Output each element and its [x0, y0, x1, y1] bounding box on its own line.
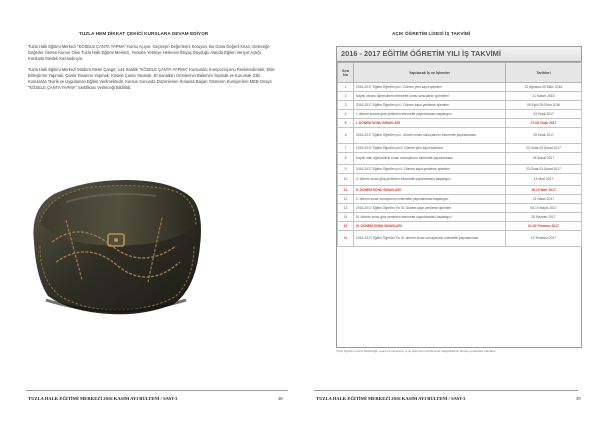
calendar-cell-date: 18-19 Mart 2017 [506, 186, 582, 195]
calendar-cell-task: 2016-2017 Eğitim Öğretim Yılı III. Dönem kayıt yenileme işlemleri [354, 204, 506, 213]
left-page-footer: TUZLA HALK EĞİTİMİ MERKEZİ 2016 KASIM AYI BÜLTENİ / SAYI-3 [28, 396, 178, 401]
calendar-cell-date: 19 Temmuz 2017 [506, 231, 582, 247]
right-page-number: 39 [576, 396, 581, 401]
calendar-row [338, 110, 582, 119]
calendar-row [338, 153, 582, 165]
column-header-date: Tarihleri [506, 63, 582, 83]
column-header-no: Sıra No [338, 63, 354, 83]
calendar-row [338, 195, 582, 204]
calendar-cell-task: 2016-2017 Eğitim Öğretim yılı II. Dönem yeni kayıt işlemleri [354, 144, 506, 153]
left-footer-rule [26, 390, 288, 391]
right-page [300, 0, 600, 424]
column-header-task: Yapılacak İş ve İşlemler [354, 63, 506, 83]
calendar-cell-no: 10 [338, 174, 354, 186]
calendar-cell-date: 25 Ocak 2017 [506, 128, 582, 144]
calendar-row [338, 231, 582, 247]
calendar-cell-no: 4 [338, 110, 354, 119]
calendar-cell-task: III. dönem sınav giriş yerlerinin internette yayınlanması başlangıcı [354, 213, 506, 222]
calendar-cell-date: 08 Şubat 2017 [506, 153, 582, 165]
calendar-cell-date: 09 Eylül-09 Ekim 2016 [506, 101, 582, 110]
calendar-cell-no: 14 [338, 213, 354, 222]
calendar-cell-task: 2016-2017 Eğitim Öğretim Yılı III. dönem sınav sonuçlarının internette yayınlanması [354, 231, 506, 247]
calendar-header-row [338, 63, 582, 83]
calendar-cell-date: 14 Mart 2017 [506, 174, 582, 186]
calendar-row [338, 213, 582, 222]
left-page-number: 38 [278, 396, 283, 401]
article-paragraph-2: Tuzla Halk Eğitimi Merkezi Müdürü Metin Çangır, 144 Saatlik "KÖSELE ÇANTA YAPMA" Kursunda; Kompozisyonu Renklendirmek, Elde Birleştirme Yapmak, Çanta Tasarımı Yapmak, Kösele Çanta Yapmak, El Sanatları Ürünlerinin Balemini Yapmak ve Korumak Gibi Konularda Teorik ve Uygulamalı Eğitim Verilmektedir. Kursun Sonunda Düzenlenen Sınavda Başarı Gösteren Kursiyerlere MEB Onaylı "KÖSELE ÇANTA YAPMA" Sertifikası Verileceği Bildirildi. [28, 66, 275, 91]
calendar-row [338, 92, 582, 101]
calendar-row [338, 186, 582, 195]
calendar-cell-no: 2 [338, 92, 354, 101]
calendar-cell-task: II. dönem sınav giriş yerlerinin internette yayınlanması başlangıcı [354, 174, 506, 186]
calendar-cell-no: 13 [338, 204, 354, 213]
calendar-cell-date: 07-08 Ocak 2017 [506, 119, 582, 128]
calendar-row [338, 83, 582, 92]
calendar-cell-task: I. DÖNEM SONU SINAVLARI [354, 119, 506, 128]
calendar-title: 2016 - 2017 EĞİTİM ÖĞRETİM YILI İŞ TAKVİMİ [337, 47, 581, 62]
right-page-heading: AÇIK ÖĞRETİM LİSESİ İŞ TAKVİMİ [392, 31, 471, 36]
calendar-cell-no: 9 [338, 165, 354, 174]
calendar-cell-no: 12 [338, 195, 354, 204]
calendar-table [337, 62, 582, 247]
calendar-cell-no: 16 [338, 231, 354, 247]
calendar-cell-no: 7 [338, 144, 354, 153]
calendar-cell-task: Kayıtlı olması öğrencilerin internette sınav sonuçlarını görmeleri [354, 92, 506, 101]
calendar-cell-date: 22 Ağustos-09 Ekim 2016 [506, 83, 582, 92]
calendar-cell-no: 6 [338, 128, 354, 144]
calendar-cell-task: 2016-2017 Eğitim Öğretim yılı I. dönem sınav sonuçlarının internette yayınlanması [354, 128, 506, 144]
calendar-cell-date: 23 Ocak-03 Şubat 2017 [506, 144, 582, 153]
calendar-note: *Açık Öğretim Lisesi Müdürlüğü uyarınca sınavların iş ve işlemlerin tarihlerinde değişikliklerin olması gerekebilir olacaktır. [336, 349, 497, 353]
calendar-cell-date: 23 Ocak-03 Şubat 2017 [506, 165, 582, 174]
calendar-row [338, 174, 582, 186]
calendar-cell-date: 21 Nisan 2017 [506, 195, 582, 204]
calendar-cell-date: 01-02 Temmuz 2017 [506, 222, 582, 231]
article-body [28, 44, 278, 95]
calendar-cell-date: 11 Kasım 2016 [506, 92, 582, 101]
right-page-footer: TUZLA HALK EĞİTİMİ MERKEZİ 2016 KASIM AYI BÜLTENİ / SAYI-3 [316, 396, 466, 401]
calendar-cell-date: 03 Ocak 2017 [506, 110, 582, 119]
leather-bag-image [26, 150, 204, 318]
calendar-cell-no: 3 [338, 101, 354, 110]
calendar-row [338, 144, 582, 153]
calendar-cell-date: 08-10 Mayıs 2017 [506, 204, 582, 213]
calendar-cell-task: II. DÖNEM SONU SINAVLARI [354, 186, 506, 195]
right-footer-rule [314, 390, 578, 391]
article-paragraph-1: Tuzla Halk Eğitimi Merkezi "KÖSELE ÇANTA YAPMA" Kursu Açıyor. Geçmişin Değerlerini Koruyan, Bu Günü Değerli Kılan, Geleceğe Değerler Üreten Kurum Olan Tuzla Halk Eğitimi Merkezi, Yeniden Yetmiye Herkesin İhtiyaç Duyduğu Alanda Eğitim Veriyor Açtığı Kurslarla Meslek Kazandırıyor. [28, 44, 270, 62]
calendar-cell-task: 2016-2017 Eğitim Öğretim yılı I. Dönem yeni kayıt işlemleri [354, 83, 506, 92]
calendar-row [338, 128, 582, 144]
calendar-cell-task: 2016-2017 Eğitim Öğretim yılı II. Dönem kayıt yenileme işlemleri [354, 165, 506, 174]
calendar-cell-task: 2016-2017 Eğitim Öğretim yılı I. Dönem kayıt yenileme işlemleri [354, 101, 506, 110]
calendar-cell-no: 1 [338, 83, 354, 92]
calendar-cell-task: III. DÖNEM SONU SINAVLARI [354, 222, 506, 231]
calendar-cell-no: 8 [338, 153, 354, 165]
calendar-row [338, 204, 582, 213]
calendar-cell-date: 28 Haziran 2017 [506, 213, 582, 222]
calendar-table-image [336, 46, 582, 348]
calendar-cell-task: II. dönem sınav sonuçlarının internette yayınlanması başlangıcı [354, 195, 506, 204]
calendar-row [338, 101, 582, 110]
calendar-cell-no: 15 [338, 222, 354, 231]
calendar-row [338, 222, 582, 231]
calendar-cell-task: Kayıtlı olan öğrencilerin sınav sonuçlarının internette yayınlanması [354, 153, 506, 165]
left-page-heading: TUZLA HEM DİKKAT ÇEKİCİ KURSLARA DEVAM EDİYOR [79, 31, 209, 36]
calendar-rows [338, 83, 582, 247]
calendar-row [338, 165, 582, 174]
calendar-cell-task: I. dönem sınava giriş yerlerinin internette yayınlanması başlangıcı [354, 110, 506, 119]
calendar-row [338, 119, 582, 128]
calendar-cell-no: 5 [338, 119, 354, 128]
calendar-cell-no: 11 [338, 186, 354, 195]
